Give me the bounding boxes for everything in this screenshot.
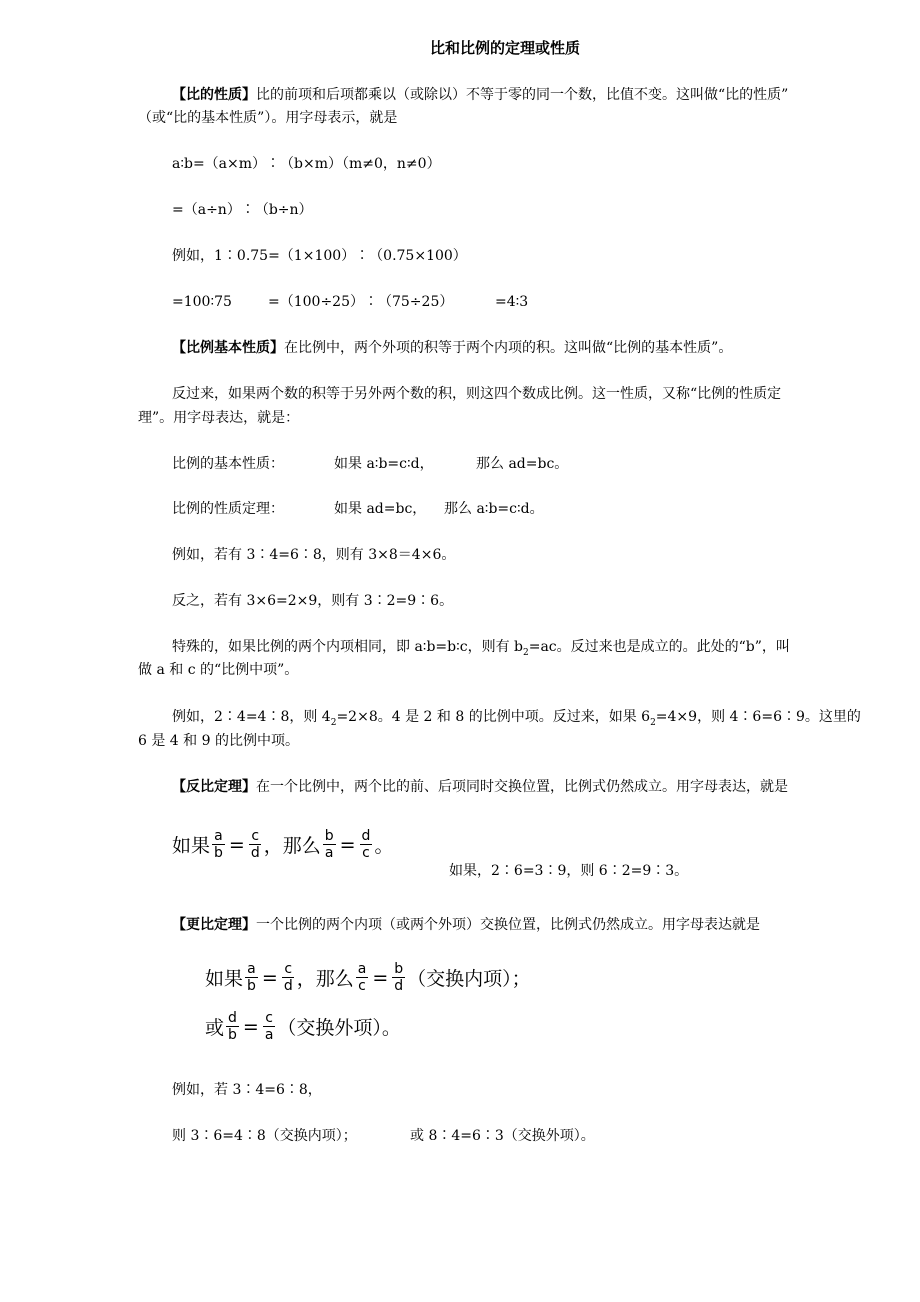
ratio-property-line-1 xyxy=(172,85,788,105)
fraction-a-over-c: $\frac{a}{c}$ xyxy=(357,961,367,994)
mean-example-line-2: 6 是 4 和 9 的比例中项。 xyxy=(138,733,299,749)
fraction-c-over-d: $\frac{c}{d}$ xyxy=(283,961,293,994)
fraction-c-over-d: $\frac{c}{d}$ xyxy=(250,828,260,861)
property-theorem-if: 如果 ad=bc， xyxy=(334,501,427,517)
proportion-converse-1: 反过来，如果两个数的积等于另外两个数的积，则这四个数成比例。这一性质，又称“比例的性质定 xyxy=(172,386,782,402)
property-theorem-then: 那么 a∶b=c∶d。 xyxy=(444,501,544,517)
inverse-end: 。 xyxy=(374,835,394,857)
special-case-text-b: =ac。反过来也是成立的。此处的“b”，叫 xyxy=(528,639,790,655)
fraction-d-over-c: $\frac{d}{c}$ xyxy=(361,828,371,861)
alternate-or: 或 xyxy=(205,1017,225,1039)
inverse-if: 如果 xyxy=(172,835,211,857)
alternate-theorem-text: 一个比例的两个内项（或两个外项）交换位置，比例式仍然成立。用字母表达就是 xyxy=(256,917,760,933)
alternate-outer-note: （交换外项）。 xyxy=(277,1017,401,1039)
proportion-basic-text: 在比例中，两个外项的积等于两个内项的积。这叫做“比例的基本性质”。 xyxy=(284,340,733,356)
ratio-property-example-2a: =100∶75 xyxy=(172,294,232,310)
alternate-example-1: 例如，若 3∶4=6∶8， xyxy=(172,1082,322,1098)
special-case-line-1 xyxy=(172,637,790,663)
equals-sign: = xyxy=(372,966,389,989)
equals-sign: = xyxy=(261,966,278,989)
fraction-c-over-a: $\frac{c}{a}$ xyxy=(264,1010,274,1043)
ratio-property-example-2c: =4∶3 xyxy=(495,294,529,310)
inverse-formula xyxy=(172,828,393,861)
mean-text-c: =4×9，则 4∶6=6∶9。这里的 xyxy=(655,709,861,725)
alternate-if: 如果 xyxy=(205,968,244,990)
equals-sign: = xyxy=(242,1015,259,1038)
page-title: 比和比例的定理或性质 xyxy=(430,39,581,57)
proportion-basic-label: 【比例基本性质】 xyxy=(172,340,284,356)
ratio-property-eq-2: =（a÷n）∶（b÷n） xyxy=(172,202,313,218)
fraction-b-over-d: $\frac{b}{d}$ xyxy=(394,961,404,994)
proportion-basic-line xyxy=(172,338,732,358)
basic-property-if: 如果 a∶b=c∶d， xyxy=(334,456,434,472)
basic-property-label: 比例的基本性质： xyxy=(172,456,284,472)
alternate-formula-1 xyxy=(205,961,531,994)
alternate-formula-2 xyxy=(205,1010,401,1043)
alternate-theorem-label: 【更比定理】 xyxy=(172,917,256,933)
ratio-property-example-2b: =（100÷25）∶（75÷25） xyxy=(268,294,454,310)
proportion-converse-2: 理”。用字母表达，就是： xyxy=(138,410,300,426)
basic-property-then: 那么 ad=bc。 xyxy=(476,456,569,472)
inverse-then: ，那么 xyxy=(263,835,321,857)
mean-text-b: =2×8。4 是 2 和 8 的比例中项。反过来，如果 6 xyxy=(336,709,651,725)
ratio-property-label: 【比的性质】 xyxy=(172,87,256,103)
inverse-theorem-text: 在一个比例中，两个比的前、后项同时交换位置，比例式仍然成立。用字母表达，就是 xyxy=(256,779,788,795)
special-case-text-a: 特殊的，如果比例的两个内项相同，即 a∶b=b∶c，则有 b xyxy=(172,639,523,655)
ratio-property-example-1: 例如，1∶0.75=（1×100）∶（0.75×100） xyxy=(172,248,467,264)
alternate-example-2a: 则 3∶6=4∶8（交换内项）； xyxy=(172,1128,357,1144)
property-theorem-label: 比例的性质定理： xyxy=(172,501,284,517)
mean-example-line-1 xyxy=(172,707,861,733)
inverse-example: 如果，2∶6=3∶9，则 6∶2=9∶3。 xyxy=(449,863,689,879)
special-case-sub: 2 xyxy=(523,647,529,658)
special-case-line-2: 做 a 和 c 的“比例中项”。 xyxy=(138,662,299,678)
proportion-example-1: 例如，若有 3∶4=6∶8，则有 3×8＝4×6。 xyxy=(172,547,456,563)
inverse-theorem-line xyxy=(172,777,788,797)
ratio-property-line-2: （或“比的基本性质”）。用字母表示，就是 xyxy=(138,110,398,126)
alternate-theorem-line xyxy=(172,915,760,935)
equals-sign: = xyxy=(339,833,356,856)
inverse-theorem-label: 【反比定理】 xyxy=(172,779,256,795)
ratio-property-eq-1: a∶b=（a×m）∶（b×m）（m≠0，n≠0） xyxy=(172,156,441,172)
proportion-example-2: 反之，若有 3×6=2×9，则有 3∶2=9∶6。 xyxy=(172,593,454,609)
alternate-example-2b: 或 8∶4=6∶3（交换外项）。 xyxy=(410,1128,595,1144)
mean-sub-1: 2 xyxy=(330,717,337,728)
fraction-a-over-b: $\frac{a}{b}$ xyxy=(214,828,223,861)
fraction-a-over-b: $\frac{a}{b}$ xyxy=(247,961,256,994)
mean-text-a: 例如，2∶4=4∶8，则 4 xyxy=(172,709,331,725)
ratio-property-text-1: 比的前项和后项都乘以（或除以）不等于零的同一个数，比值不变。这叫做“比的性质” xyxy=(256,87,789,103)
fraction-d-over-b: $\frac{d}{b}$ xyxy=(228,1010,237,1043)
alternate-then: ，那么 xyxy=(296,968,354,990)
equals-sign: = xyxy=(228,833,245,856)
fraction-b-over-a: $\frac{b}{a}$ xyxy=(324,828,334,861)
mean-sub-2: 2 xyxy=(650,717,656,728)
alternate-inner-note: （交换内项）； xyxy=(407,968,531,990)
